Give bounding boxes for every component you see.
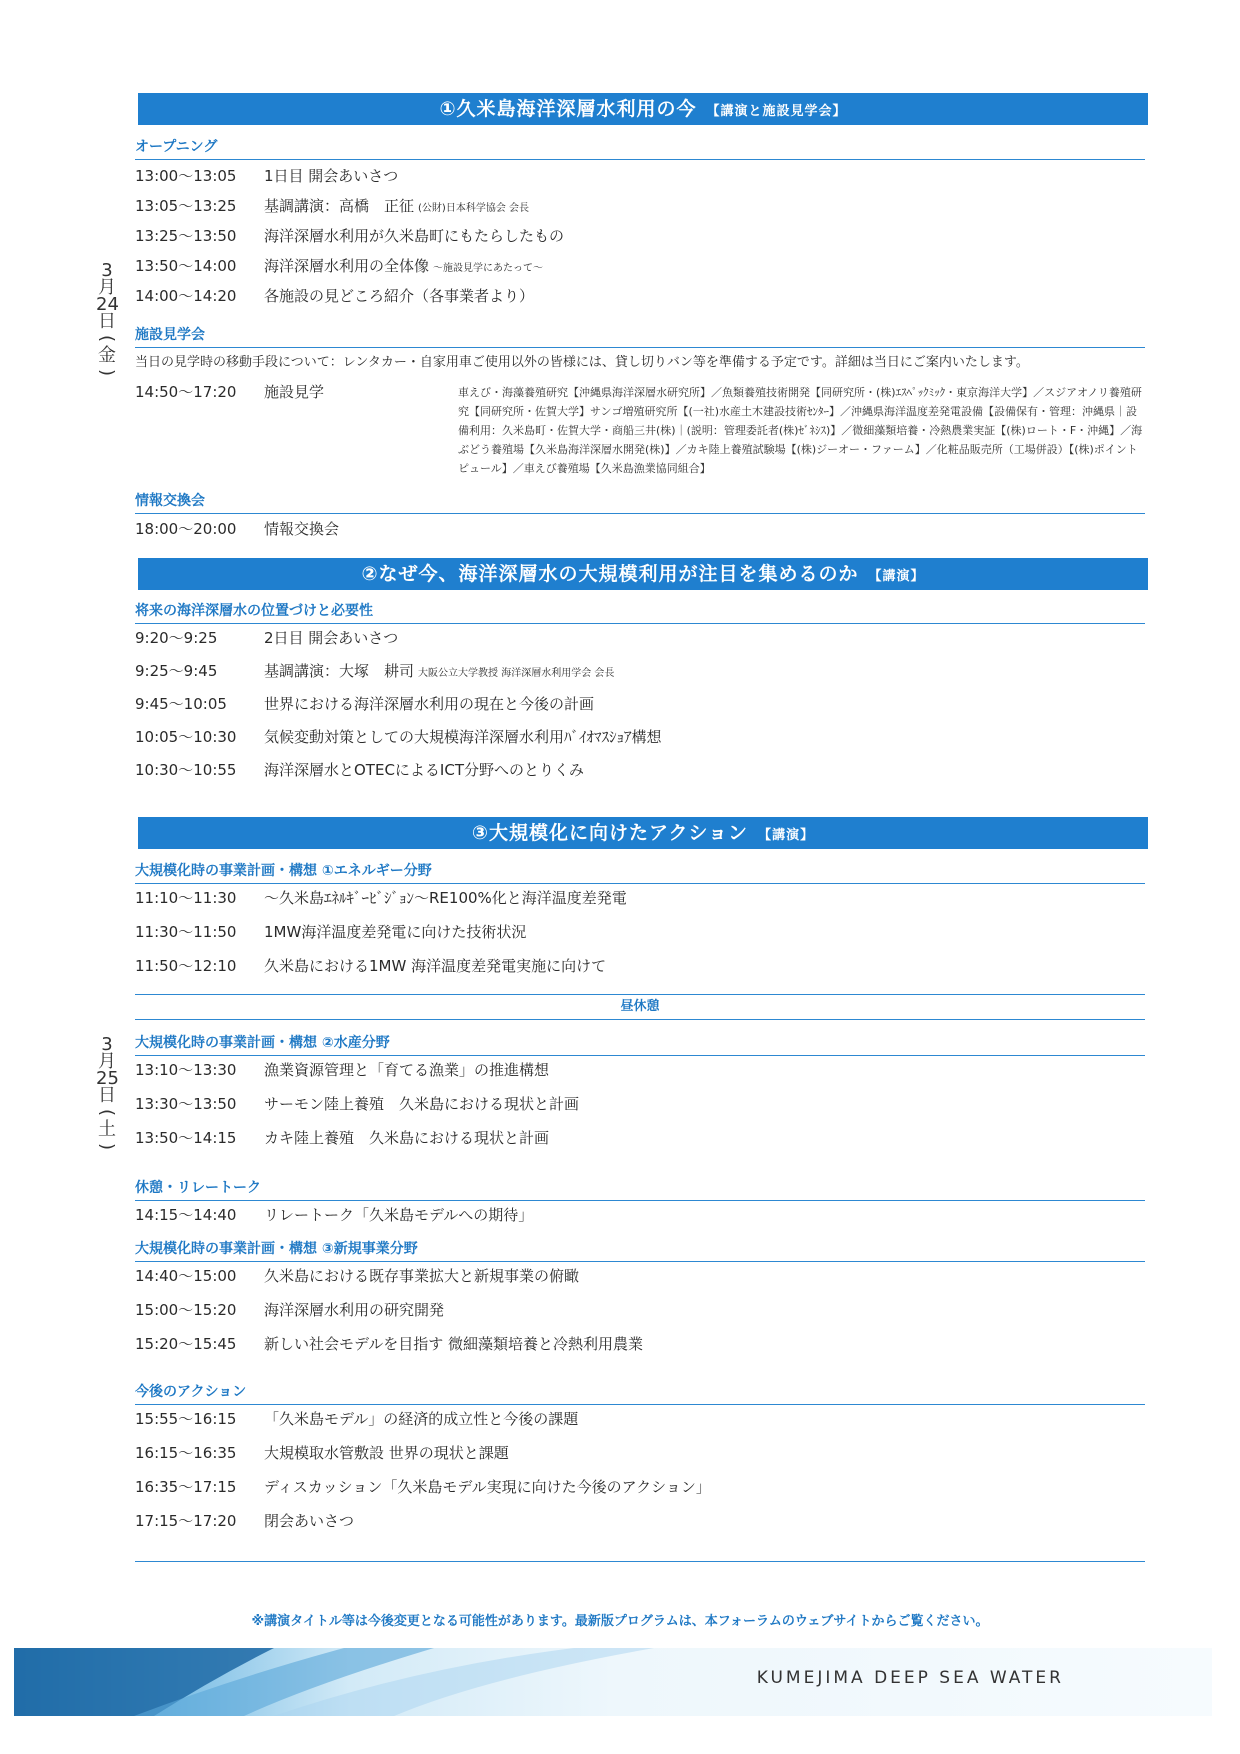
schedule-title: 新しい社会モデルを目指す 微細藻類培養と冷熱利用農業	[264, 1335, 644, 1353]
schedule-row	[135, 954, 1145, 978]
schedule-title: 漁業資源管理と「育てる漁業」の推進構想	[264, 1061, 550, 1079]
schedule-time: 9:20～9:25	[135, 629, 218, 647]
tour-note: 当日の見学時の移動手段について：レンタカー・自家用車ご使用以外の皆様には、貸し切りバン等を準備する予定です。詳細は当日にご案内いたします。	[135, 355, 1029, 370]
schedule-time: 17:15～17:20	[135, 1512, 237, 1530]
schedule-title: 基調講演：大塚 耕司	[264, 662, 415, 680]
footnote: ※講演タイトル等は今後変更となる可能性があります。最新版プログラムは、本フォーラムのウェブサイトからご覧ください。	[251, 1614, 989, 1629]
schedule-title: 2日目 開会あいさつ	[264, 629, 399, 647]
schedule-time: 11:50～12:10	[135, 957, 237, 975]
schedule-row	[135, 224, 1145, 248]
section-3-tag: 【講演】	[758, 828, 815, 843]
relay-heading: 休憩・リレートーク	[135, 1178, 1145, 1201]
schedule-title: ディスカッション「久米島モデル実現に向けた今後のアクション」	[264, 1478, 711, 1496]
exchange-heading: 情報交換会	[135, 491, 1145, 514]
schedule-title: 情報交換会	[264, 520, 340, 538]
schedule-title: 久米島における既存事業拡大と新規事業の俯瞰	[264, 1267, 580, 1285]
schedule-time: 13:25～13:50	[135, 227, 237, 245]
schedule-row	[135, 886, 1145, 910]
schedule-title: 大規模取水管敷設 世界の現状と課題	[264, 1444, 509, 1462]
section-2-banner	[138, 558, 1148, 590]
bottom-rule	[135, 1561, 1145, 1562]
day-label-25: 3 月 25 日 ( 土 )	[96, 1034, 119, 1151]
schedule-time: 15:55～16:15	[135, 1410, 237, 1428]
schedule-note: (公財)日本科学協会 会長	[418, 203, 529, 214]
schedule-time: 18:00～20:00	[135, 520, 237, 538]
schedule-row	[135, 1092, 1145, 1116]
schedule-time: 13:50～14:00	[135, 257, 237, 275]
schedule-title: 閉会あいさつ	[264, 1512, 355, 1530]
tour-heading: 施設見学会	[135, 325, 1145, 348]
schedule-row	[135, 626, 1145, 650]
schedule-row	[135, 758, 1145, 782]
schedule-note: ～施設見学にあたって～	[433, 263, 544, 274]
schedule-row	[135, 1441, 1145, 1465]
schedule-time: 16:35～17:15	[135, 1478, 237, 1496]
schedule-row	[135, 692, 1145, 716]
schedule-row	[135, 920, 1145, 944]
schedule-title: サーモン陸上養殖 久米島における現状と計画	[264, 1095, 580, 1113]
schedule-row	[135, 164, 1145, 188]
section-3-title: ③大規模化に向けたアクション	[471, 822, 749, 844]
schedule-time: 13:00～13:05	[135, 167, 237, 185]
schedule-time: 9:25～9:45	[135, 662, 218, 680]
schedule-title: 久米島における1MW 海洋温度差発電実施に向けて	[264, 957, 607, 975]
schedule-time: 16:15～16:35	[135, 1444, 237, 1462]
schedule-title: 施設見学	[264, 383, 325, 401]
schedule-title: 1日目 開会あいさつ	[264, 167, 399, 185]
schedule-row	[135, 1509, 1145, 1533]
fishery-heading: 大規模化時の事業計画・構想 ②水産分野	[135, 1033, 1145, 1056]
schedule-title: 世界における海洋深層水利用の現在と今後の計画	[264, 695, 595, 713]
schedule-title: 海洋深層水とOTECによるICT分野へのとりくみ	[264, 761, 584, 779]
schedule-row	[135, 1332, 1145, 1356]
schedule-title: 気候変動対策としての大規模海洋深層水利用ﾊﾞｲｵﾏｽｼｮｱ構想	[264, 728, 662, 746]
schedule-time: 14:15～14:40	[135, 1206, 237, 1224]
lunch-break: 昼休憩	[135, 994, 1145, 1020]
footer-banner	[14, 1648, 1212, 1716]
section-2-tag: 【講演】	[868, 569, 925, 584]
schedule-time: 14:40～15:00	[135, 1267, 237, 1285]
schedule-time: 10:30～10:55	[135, 761, 237, 779]
schedule-time: 13:50～14:15	[135, 1129, 237, 1147]
schedule-time: 11:30～11:50	[135, 923, 237, 941]
section-1-tag: 【講演と施設見学会】	[706, 104, 847, 119]
schedule-row	[135, 284, 1145, 308]
schedule-row	[135, 1203, 1145, 1227]
schedule-note: 大阪公立大学教授 海洋深層水利用学会 会長	[418, 668, 615, 679]
schedule-row	[135, 1058, 1145, 1082]
schedule-time: 9:45～10:05	[135, 695, 227, 713]
section-1-banner	[138, 93, 1148, 125]
future-position-heading: 将来の海洋深層水の位置づけと必要性	[135, 601, 1145, 624]
schedule-title: 海洋深層水利用の研究開発	[264, 1301, 445, 1319]
schedule-time: 13:30～13:50	[135, 1095, 237, 1113]
schedule-row	[135, 1298, 1145, 1322]
schedule-title: カキ陸上養殖 久米島における現状と計画	[264, 1129, 550, 1147]
schedule-title: 海洋深層水利用が久米島町にもたらしたもの	[264, 227, 565, 245]
schedule-time: 15:20～15:45	[135, 1335, 237, 1353]
schedule-row	[135, 1126, 1145, 1150]
brand-text: KUMEJIMA DEEP SEA WATER	[756, 1668, 1064, 1688]
future-action-heading: 今後のアクション	[135, 1382, 1145, 1405]
schedule-title: リレートーク「久米島モデルへの期待」	[264, 1206, 534, 1224]
schedule-time: 14:00～14:20	[135, 287, 237, 305]
schedule-time: 15:00～15:20	[135, 1301, 237, 1319]
schedule-title: 各施設の見どころ紹介（各事業者より）	[264, 287, 535, 305]
schedule-time: 13:10～13:30	[135, 1061, 237, 1079]
schedule-time: 14:50～17:20	[135, 383, 237, 401]
schedule-row	[135, 194, 1145, 218]
schedule-title: 基調講演：高橋 正征	[264, 197, 415, 215]
energy-heading: 大規模化時の事業計画・構想 ①エネルギー分野	[135, 861, 1145, 884]
schedule-title: ～久米島ｴﾈﾙｷﾞｰﾋﾞｼﾞｮﾝ～RE100%化と海洋温度差発電	[264, 889, 627, 907]
schedule-time: 10:05～10:30	[135, 728, 237, 746]
section-2-title: ②なぜ今、海洋深層水の大規模利用が注目を集めるのか	[361, 563, 859, 585]
schedule-title: 「久米島モデル」の経済的成立性と今後の課題	[264, 1410, 579, 1428]
section-3-banner	[138, 817, 1148, 849]
schedule-row	[135, 254, 1145, 278]
schedule-row	[135, 725, 1145, 749]
schedule-row	[135, 659, 1145, 683]
schedule-title: 1MW海洋温度差発電に向けた技術状況	[264, 923, 527, 941]
schedule-row	[135, 1407, 1145, 1431]
schedule-time: 11:10～11:30	[135, 889, 237, 907]
day-label-24: 3 月 24 日 ( 金 )	[96, 260, 119, 377]
opening-heading: オープニング	[135, 137, 1145, 160]
facility-list: 車えび・海藻養殖研究【沖縄県海洋深層水研究所】／魚類養殖技術開発【同研究所・(株)ｴｽﾍﾟｯｸﾐｯｸ・東京海洋大学】／スジアオノリ養殖研究【同研究所・佐賀大学】サンゴ増殖研究所【(一社)水産土木建設技術ｾﾝﾀｰ】／沖縄県海洋温度差発電設備【設備保有・管理：沖縄県｜設備利用：久米島町・佐賀大学・商船三井(株)｜(説明：管理委託者(株)ｾﾞﾈｼｽ)】／微細藻類培養・冷熱農業実証【(株)ロート・F・沖縄】／海ぶどう養殖場【久米島海洋深層水開発(株)】／カキ陸上養殖試験場【(株)ジーオー・ファーム】／化粧品販売所（工場併設）【(株)ポイントピュール】／車えび養殖場【久米島漁業協同組合】	[458, 386, 1143, 475]
section-1-title: ①久米島海洋深層水利用の今	[439, 98, 697, 120]
schedule-row	[135, 1475, 1145, 1499]
schedule-row	[135, 517, 1145, 541]
schedule-title: 海洋深層水利用の全体像	[264, 257, 430, 275]
schedule-time: 13:05～13:25	[135, 197, 237, 215]
newbiz-heading: 大規模化時の事業計画・構想 ③新規事業分野	[135, 1239, 1145, 1262]
schedule-row	[135, 1264, 1145, 1288]
